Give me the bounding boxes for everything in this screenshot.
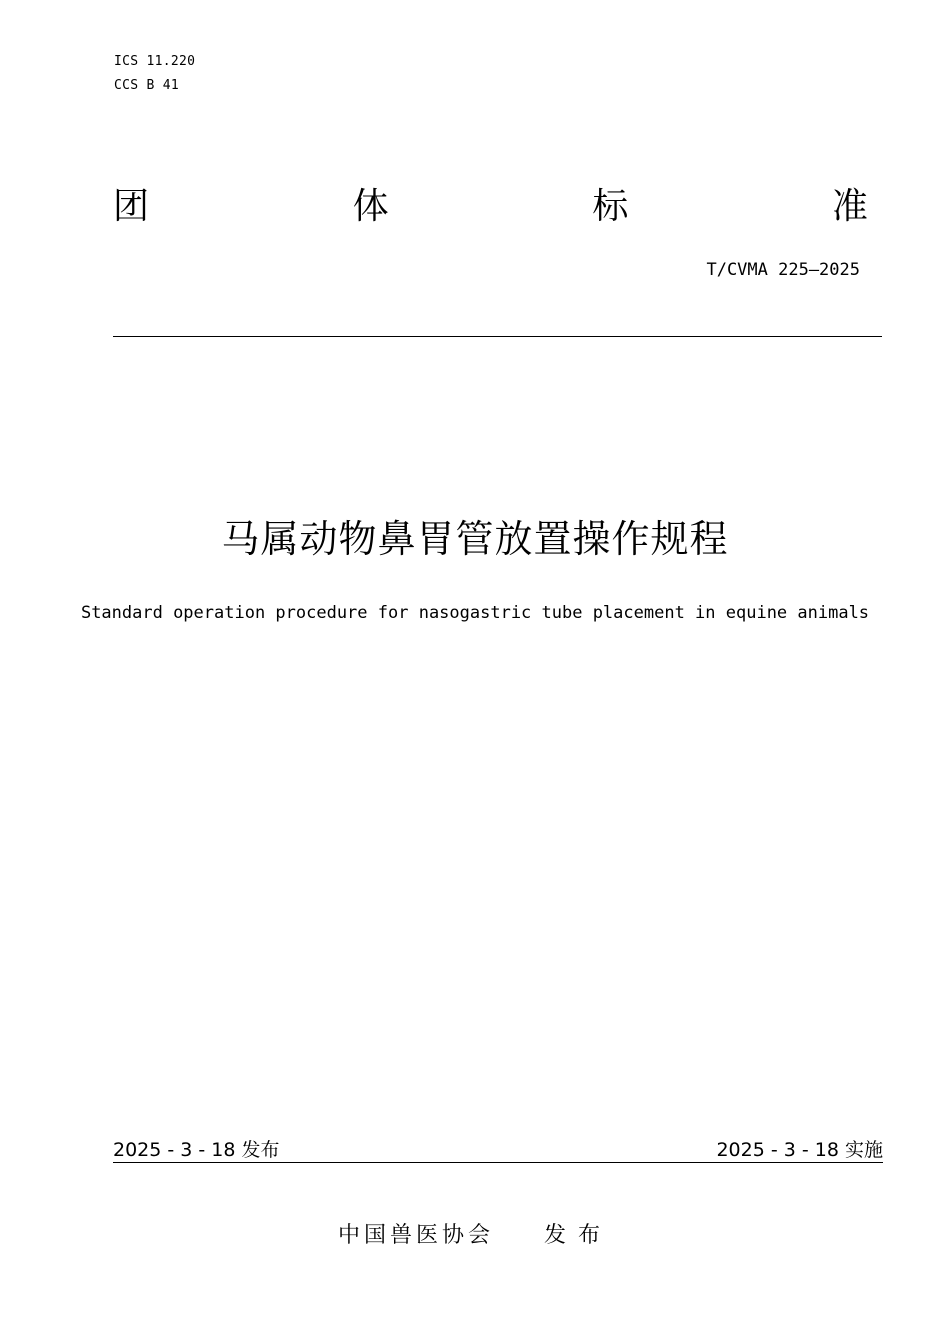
standard-type-char: 标 [592, 186, 629, 227]
top-divider [113, 336, 882, 337]
standard-type-char: 团 [113, 186, 150, 227]
standard-number: T/CVMA 225—2025 [706, 260, 860, 280]
title-chinese: 马属动物鼻胃管放置操作规程 [221, 517, 729, 561]
standard-type-heading [113, 182, 868, 232]
ccs-code: CCS B 41 [114, 78, 180, 93]
classification-codes [114, 50, 195, 98]
implementation-date: 2025 - 3 - 18 实施 [716, 1139, 883, 1161]
release-date: 2025 - 3 - 18 发布 [113, 1139, 280, 1161]
publisher-action: 发布 [544, 1223, 613, 1248]
ics-code: ICS 11.220 [114, 54, 196, 69]
bottom-divider [113, 1162, 883, 1163]
standard-type-char: 准 [831, 186, 868, 227]
standard-type-char: 体 [352, 186, 389, 227]
title-english: Standard operation procedure for nasogastric tube placement in equine animals [80, 603, 870, 623]
publisher-organization: 中国兽医协会 [337, 1223, 494, 1248]
publisher-line [0, 1219, 950, 1253]
